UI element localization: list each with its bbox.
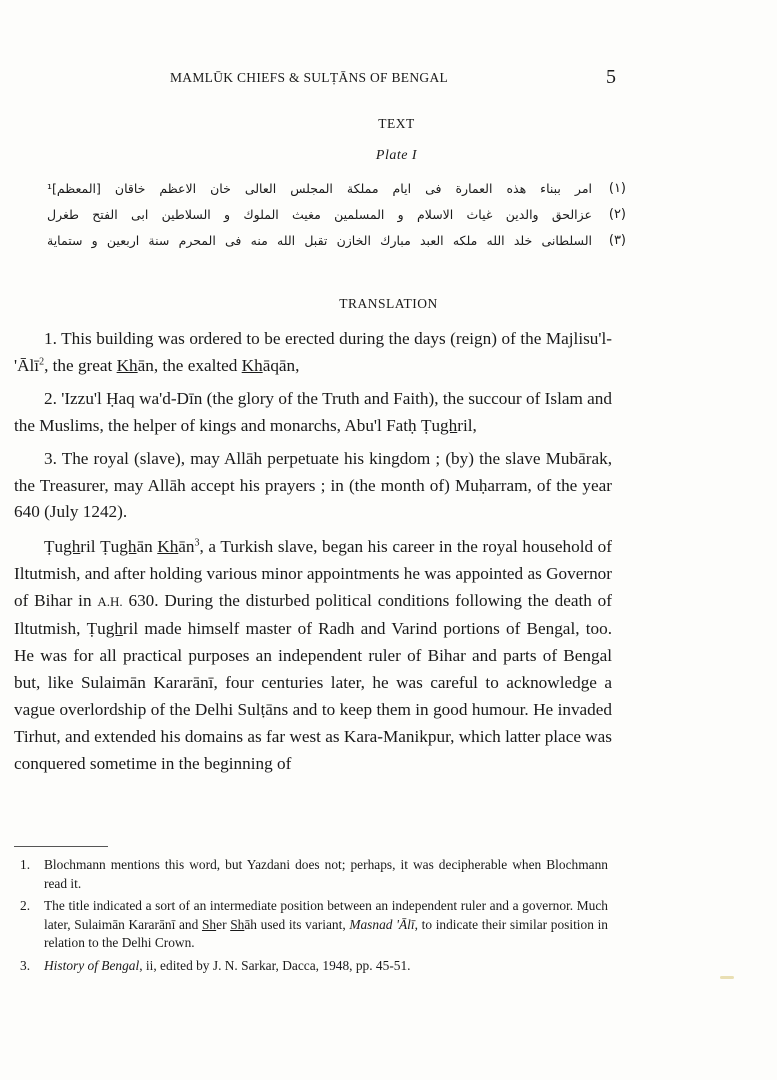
footnote-number: 3.: [20, 957, 31, 973]
arabic-line: [46, 178, 626, 204]
footnote: [20, 856, 608, 893]
arabic-inscription: [46, 178, 626, 256]
footnote-divider: [14, 846, 108, 847]
translation-paragraph-2: 2. 'Izzu'l Ḥaq wa'd-Dīn (the glory of the Truth and Faith), the succour of Islam and the Muslims, the helper of kings and monarchs, Abu'l Fatḥ Ṭughril,: [14, 388, 612, 435]
footnote-number: 1.: [20, 857, 31, 872]
footnotes: [20, 856, 608, 980]
paper-stain: [720, 976, 734, 979]
arabic-line-number: (٢): [608, 207, 626, 222]
footnote-number: 2.: [20, 898, 31, 914]
footnote-text: The title indicated a sort of an intermediate position between an independent ruler and a governor. Much later, Sulaimān Kararānī and Sher Shāh used its variant, Masnad 'Ālī, to indicate their similar position in relation to the Delhi Crown.: [44, 898, 608, 951]
running-title: MAMLŪK CHIEFS & SULṬĀNS OF BENGAL: [170, 70, 449, 85]
page-number: 5: [606, 66, 616, 88]
arabic-line-text: امر ببناء هذه العمارة فی ایام مملكة المجلس العالی خان الاعظم خاقان [المعظم]¹: [47, 181, 592, 196]
translation-paragraph-3: 3. The royal (slave), may Allāh perpetuate his kingdom ; (by) the slave Mubārak, the Treasurer, may Allāh accept his prayers ; in (the month of) Muḥarram, of the year 640 (July 1242).: [14, 448, 612, 522]
translation-body: [14, 326, 612, 784]
arabic-line: [46, 204, 626, 230]
plate-label: Plate I: [375, 148, 418, 163]
arabic-line-number: (١): [608, 181, 626, 196]
arabic-line: [46, 230, 626, 256]
translation-paragraph-1: 1. This building was ordered to be erected during the days (reign) of the Majlisu'l-'Ālī$^2$, the great Khān, the exalted Khāqān,: [14, 329, 612, 375]
arabic-line-text: السلطانی خلد الله ملكه العبد مبارك الخازن تقبل الله منه فی المحرم سنة اربعین و ستمایة: [47, 233, 592, 248]
footnote: [20, 957, 608, 976]
footnote: [20, 897, 608, 953]
text-heading: TEXT: [378, 116, 415, 131]
arabic-line-text: عزالحق والدین غیاث الاسلام و المسلمین مغیث الملوك و السلاطین ابی الفتح طغرل: [47, 207, 592, 222]
commentary-paragraph: Ṭughril Ṭughān Khān$^3$, a Turkish slave, began his career in the royal household of Iltutmish, and after holding various minor appointments he was appointed as Governor of Bihar in A.H. 630. During the disturbed political conditions following the death of Iltutmish, Ṭughril made himself master of Radh and Varind portions of Bengal, too. He was for all practical purposes an independent ruler of Bihar and parts of Bengal but, like Sulaimān Kararānī, four centuries later, he was careful to acknowledge a vague overlordship of the Delhi Sulṭāns and to keep them in good humour. He invaded Tirhut, and extended his domains as far west as Kara-Manikpur, which latter place was conquered sometime in the beginning of: [14, 537, 613, 773]
arabic-line-number: (٣): [608, 233, 626, 248]
footnote-text: Blochmann mentions this word, but Yazdani does not; perhaps, it was decipherable when Blochmann read it.: [44, 857, 608, 891]
footnote-text: History of Bengal, ii, edited by J. N. Sarkar, Dacca, 1948, pp. 45-51.: [44, 957, 411, 973]
translation-heading: TRANSLATION: [339, 296, 438, 311]
